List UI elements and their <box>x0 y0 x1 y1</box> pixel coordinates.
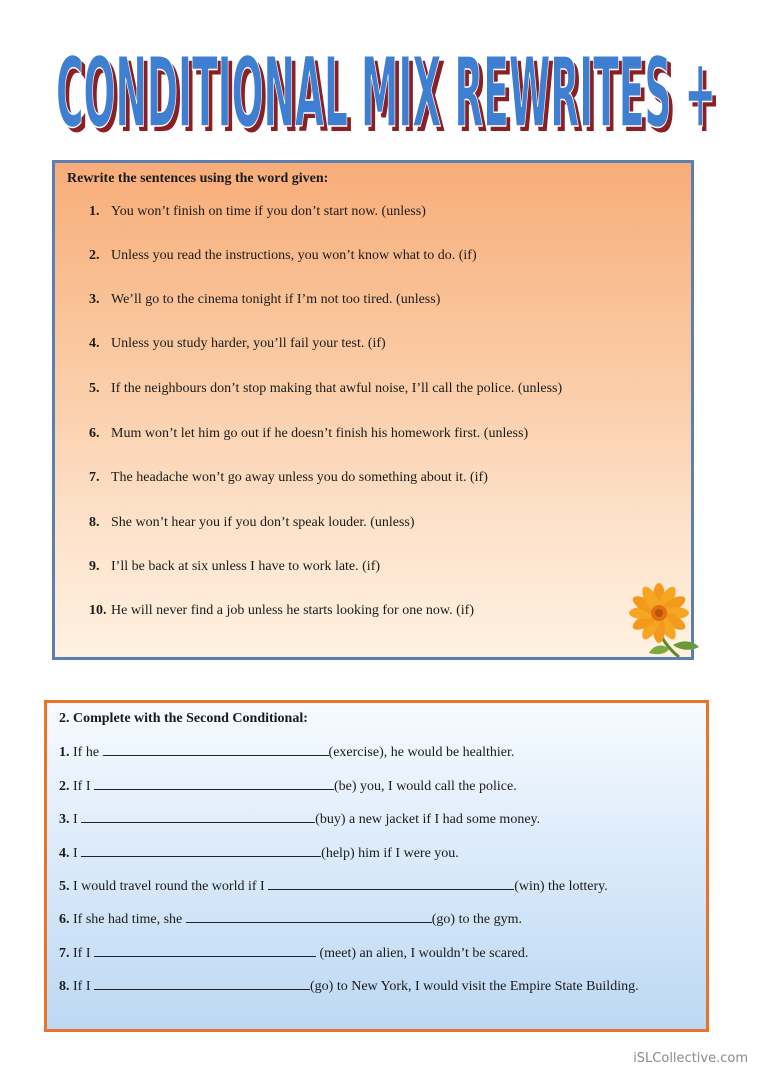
answer-blank[interactable] <box>186 910 432 923</box>
item-number: 3. <box>59 812 70 827</box>
item-number: 2. <box>89 248 100 263</box>
item-after: (help) him if I were you. <box>321 846 459 861</box>
item-number: 8. <box>59 979 70 994</box>
answer-blank[interactable] <box>81 844 321 857</box>
item-number: 7. <box>59 946 70 961</box>
item-number: 7. <box>89 470 100 485</box>
title-shadow: CONDITIONAL MIX REWRITES + <box>60 42 720 144</box>
item-text: We’ll go to the cinema tonight if I’m not too tired. (unless) <box>111 292 441 307</box>
gap-fill-item <box>59 777 517 795</box>
item-number: 5. <box>59 879 70 894</box>
item-after: (win) the lottery. <box>514 879 608 894</box>
answer-blank[interactable] <box>94 977 310 990</box>
item-text: If the neighbours don’t stop making that awful noise, I’ll call the police. (unless) <box>111 381 563 396</box>
gap-fill-item <box>59 844 459 862</box>
rewrite-item <box>89 204 426 220</box>
item-number: 3. <box>89 292 100 307</box>
item-number: 1. <box>89 204 100 219</box>
item-number: 6. <box>59 912 70 927</box>
item-before: I would travel round the world if I <box>69 879 269 894</box>
item-before: If I <box>69 946 94 961</box>
item-after: (buy) a new jacket if I had some money. <box>315 812 541 827</box>
worksheet-title <box>50 14 730 144</box>
item-before: If she had time, she <box>69 912 186 927</box>
gap-fill-item <box>59 810 540 828</box>
item-before: I <box>69 812 82 827</box>
item-number: 9. <box>89 559 100 574</box>
item-number: 8. <box>89 515 100 530</box>
rewrite-item <box>89 515 415 531</box>
item-text: Mum won’t let him go out if he doesn’t finish his homework first. (unless) <box>111 426 529 441</box>
item-text: The headache won’t go away unless you do something about it. (if) <box>111 470 488 485</box>
rewrite-instruction: Rewrite the sentences using the word given: <box>67 171 329 186</box>
second-conditional-box <box>44 700 709 1032</box>
rewrite-item <box>89 248 477 264</box>
rewrite-item <box>89 381 562 397</box>
item-after: (exercise), he would be healthier. <box>328 745 515 760</box>
rewrite-exercise-box <box>52 160 694 660</box>
gap-fill-item <box>59 944 528 962</box>
item-after: (go) to New York, I would visit the Empire State Building. <box>310 979 639 994</box>
item-number: 1. <box>59 745 70 760</box>
item-after: (be) you, I would call the police. <box>334 779 517 794</box>
answer-blank[interactable] <box>81 810 315 823</box>
item-number: 10. <box>89 603 107 618</box>
rewrite-item <box>89 292 440 308</box>
item-number: 6. <box>89 426 100 441</box>
gap-fill-item <box>59 743 514 761</box>
item-text: Unless you study harder, you’ll fail your test. (if) <box>111 336 386 351</box>
rewrite-item <box>89 426 528 442</box>
item-number: 2. <box>59 779 70 794</box>
rewrite-item <box>89 336 386 352</box>
item-text: Unless you read the instructions, you won’t know what to do. (if) <box>111 248 477 263</box>
answer-blank[interactable] <box>268 877 514 890</box>
title-text: CONDITIONAL MIX REWRITES + <box>56 37 716 144</box>
item-text: She won’t hear you if you don’t speak louder. (unless) <box>111 515 415 530</box>
item-before: If I <box>69 979 94 994</box>
item-text: I’ll be back at six unless I have to work late. (if) <box>111 559 381 574</box>
item-before: I <box>69 846 82 861</box>
complete-instruction: 2. Complete with the Second Conditional: <box>59 711 308 726</box>
flower-icon <box>629 583 701 659</box>
rewrite-item <box>89 559 380 575</box>
answer-blank[interactable] <box>94 944 316 957</box>
rewrite-item <box>89 603 474 619</box>
item-text: You won’t finish on time if you don’t start now. (unless) <box>111 204 426 219</box>
gap-fill-item <box>59 877 608 895</box>
site-watermark: iSLCollective.com <box>633 1051 748 1066</box>
item-number: 5. <box>89 381 100 396</box>
item-after: (go) to the gym. <box>431 912 522 927</box>
item-before: If I <box>69 779 94 794</box>
item-before: If he <box>69 745 103 760</box>
item-number: 4. <box>59 846 70 861</box>
item-after: (meet) an alien, I wouldn’t be scared. <box>316 946 529 961</box>
gap-fill-item <box>59 977 639 995</box>
gap-fill-item <box>59 910 522 928</box>
item-number: 4. <box>89 336 100 351</box>
answer-blank[interactable] <box>103 743 329 756</box>
item-text: He will never find a job unless he starts looking for one now. (if) <box>111 603 475 618</box>
rewrite-item <box>89 470 488 486</box>
answer-blank[interactable] <box>94 777 334 790</box>
